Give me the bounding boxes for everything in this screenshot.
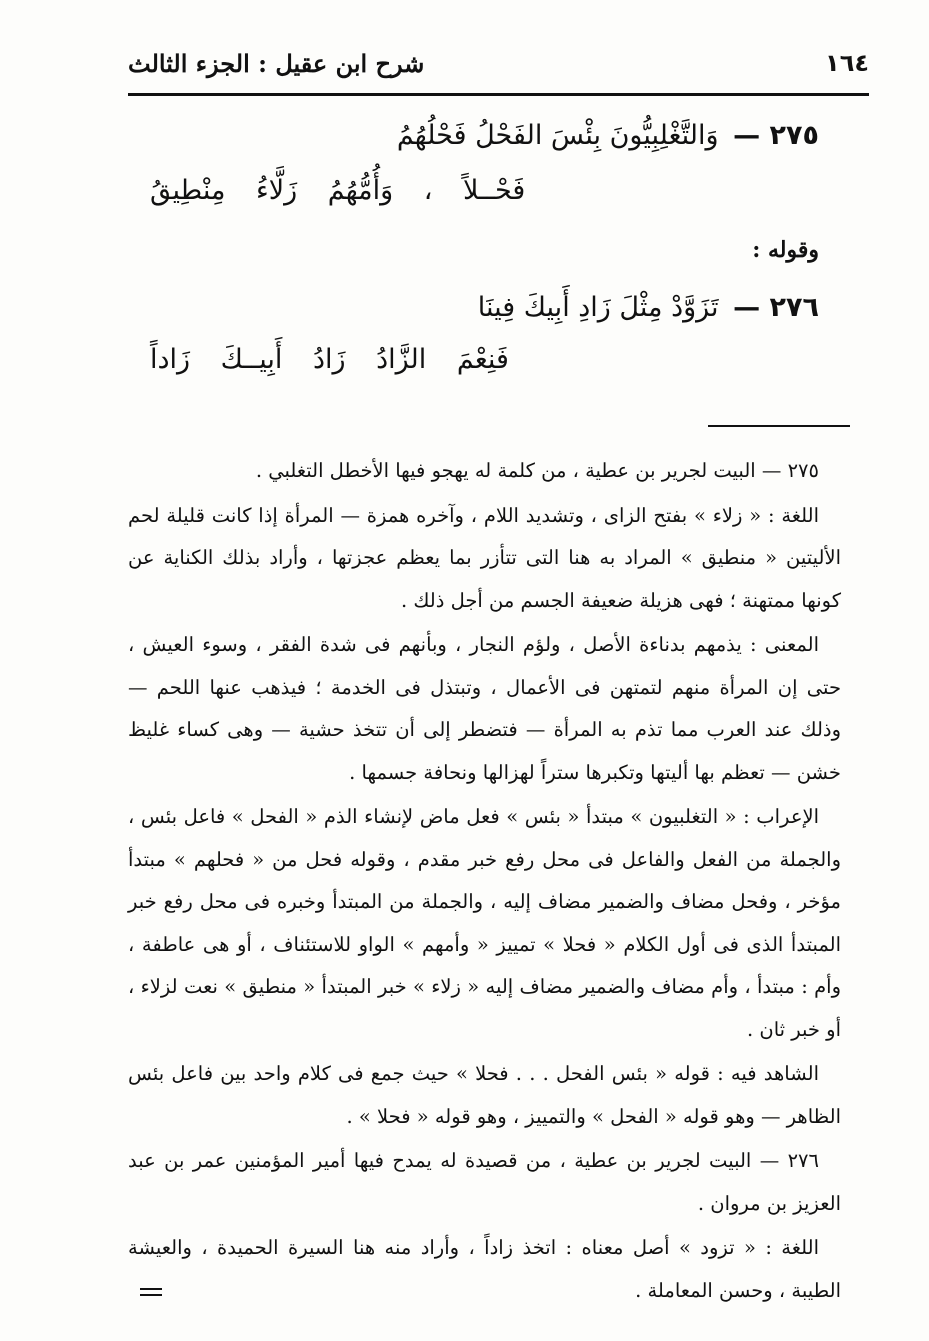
verse-intro-label: وقوله : [752, 237, 819, 263]
page-end-mark [140, 1294, 162, 1296]
footnote-rule [708, 425, 850, 427]
verse-text: تَزَوَّدْ مِثْلَ زَادِ أَبِيكَ فِينَا [477, 292, 719, 323]
page-number: ١٦٤ [825, 49, 869, 77]
page-header [128, 38, 869, 88]
commentary-paragraph: اللغة : « زلاء » بفتح الزاى ، وتشديد اللام ، وآخره همزة — المرأة إذا كانت قليلة لحم الأليتين « منطيق » المراد به هنا التى تتأزر بما يعظم عجزتها ، وأراد بذلك الكناية عن كونها ممتهنة ؛ فهى هزيلة ضعيفة الجسم من أجل ذلك . [128, 503, 841, 612]
page-end-mark [140, 1288, 162, 1290]
verse-276-first-hemistich [128, 292, 819, 323]
verse-275-first-hemistich [128, 120, 819, 151]
verse-number: ٢٧٦ — [733, 292, 819, 323]
commentary-paragraph: ٢٧٦ — البيت لجرير بن عطية ، من قصيدة له يمدح فيها أمير المؤمنين عمر بن عبد العزيز بن مروان . [128, 1149, 841, 1215]
running-title: شرح ابن عقيل : الجزء الثالث [128, 48, 425, 78]
commentary-paragraph: المعنى : يذمهم بدناءة الأصل ، ولؤم النجار ، وبأنهم فى شدة الفقر ، وسوء العيش ، حتى إن المرأة منهم لتمتهن فى الأعمال ، وتبتذل فى الخدمة ؛ فيذهب عنها اللحم — وذلك عند العرب مما تذم به المرأة — فتضطر إلى أن تتخذ حشية — وهى كساء غليظ خشن — تعظم بها أليتها وتكبرها ستراً لهزالها ونحافة جسمها . [128, 633, 841, 784]
verse-276-second-hemistich: فَنِعْمَ الزَّادُ زَادُ أَبِيــكَ زَاداً [150, 344, 509, 375]
commentary [128, 450, 841, 1312]
commentary-paragraph: الإعراب : « التغلبيون » مبتدأ « بئس » فعل ماض لإنشاء الذم « الفحل » فاعل بئس ، والجملة من الفعل والفاعل فى محل رفع خبر مقدم ، وقوله فحل من « فحلهم » مبتدأ مؤخر ، وفحل مضاف والضمير مضاف إليه ، والجملة من المبتدأ وخبره فى محل رفع خبر المبتدأ الذى فى أول الكلام « فحلا » تمييز « وأمهم » الواو للاستئناف ، أو هى عاطفة ، وأم : مبتدأ ، وأم مضاف والضمير مضاف إليه « زلاء » خبر المبتدأ « منطيق » نعت لزلاء ، أو خبر ثان . [128, 805, 841, 1041]
commentary-paragraph: ٢٧٥ — البيت لجرير بن عطية ، من كلمة له يهجو فيها الأخطل التغلبي . [255, 459, 819, 482]
verse-275-second-hemistich: فَحْــلاً ، وَأُمُّهُمُ زَلَّاءُ مِنْطِيقُ [150, 175, 526, 206]
commentary-paragraph: الشاهد فيه : قوله « بئس الفحل . . . فحلا » حيث جمع فى كلام واحد بين فاعل بئس الظاهر — وهو قوله « الفحل » والتمييز ، وهو قوله « فحلا » . [128, 1062, 841, 1128]
commentary-paragraph: اللغة : « تزود » أصل معناه : اتخذ زاداً ، وأراد منه هنا السيرة الحميدة ، والعيشة الطيبة ، وحسن المعاملة . [128, 1236, 841, 1302]
header-rule [128, 93, 869, 96]
verse-text: وَالتَّغْلِبِيُّونَ بِئْسَ الفَحْلُ فَحْلُهُمُ [396, 120, 719, 151]
verse-number: ٢٧٥ — [733, 120, 819, 151]
